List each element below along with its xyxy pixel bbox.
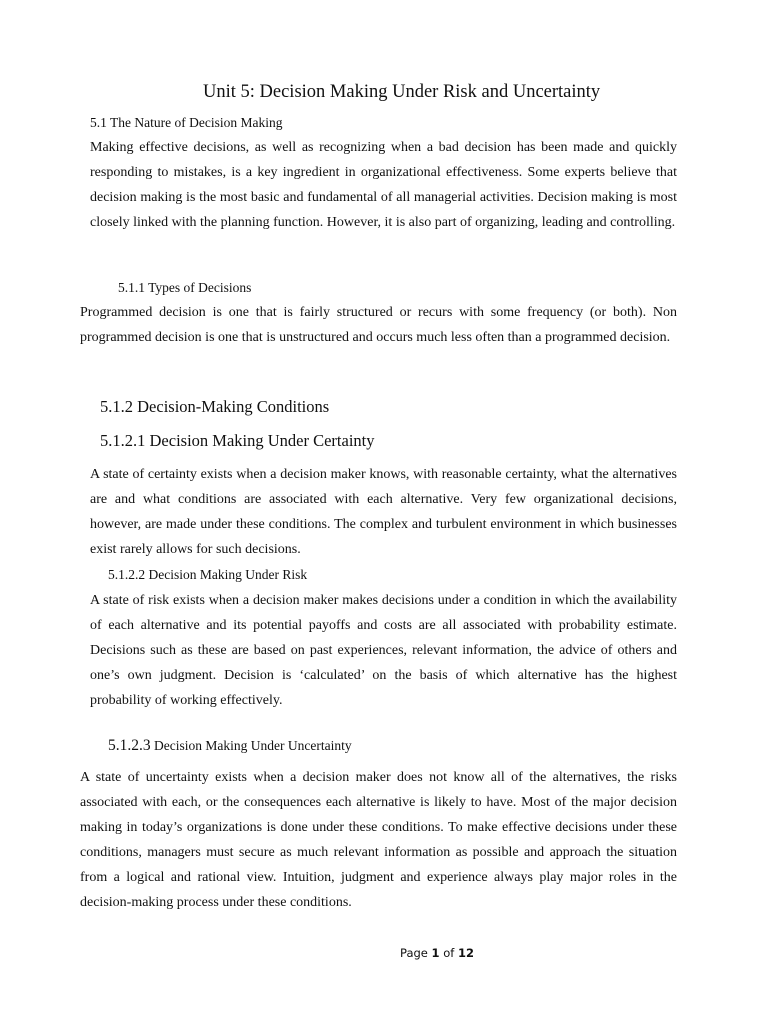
section-heading-5-1-2-1: 5.1.2.1 Decision Making Under Certainty [100, 431, 375, 450]
page-label: Page [400, 946, 428, 960]
page-number: 1 [431, 946, 440, 960]
page-footer [0, 946, 768, 960]
section-body-5-1-2-2: A state of risk exists when a decision maker makes decisions under a condition in which the availability of each alternative and its potential payoffs and costs are all associated with probability estimate. Decisions such as these are based on past experiences, relevant information, the advice of others and one’s own judgment. Decision is ‘calculated’ on the basis of which alternative has the highest probability of working effectively. [90, 593, 677, 708]
section-heading-5-1-2-3 [108, 737, 352, 755]
section-number: 5.1.2.3 [108, 737, 151, 754]
section-body-5-1-2-3: A state of uncertainty exists when a decision maker does not know all of the alternatives, the risks associated with each, or the consequences each alternative is likely to have. Most of the major decision making in today’s organizations is done under these conditions. To make effective decisions under these conditions, managers must secure as much relevant information as possible and approach the situation from a logical and rational view. Intuition, judgment and experience always play major roles in the decision-making process under these conditions. [80, 770, 677, 910]
section-body-5-1-2-1: A state of certainty exists when a decision maker knows, with reasonable certainty, what the alternatives are and what conditions are associated with each alternative. Very few organizational decisions, however, are made under these conditions. The complex and turbulent environment in which businesses exist rarely allows for such decisions. [90, 467, 677, 557]
section-heading-5-1-2: 5.1.2 Decision-Making Conditions [100, 397, 330, 416]
section-heading-5-1: 5.1 The Nature of Decision Making [90, 115, 283, 130]
section-body-5-1: Making effective decisions, as well as recognizing when a bad decision has been made and quickly responding to mistakes, is a key ingredient in organizational effectiveness. Some experts believe that decision making is the most basic and fundamental of all managerial activities. Decision making is most closely linked with the planning function. However, it is also part of organizing, leading and controlling. [90, 140, 677, 230]
section-heading-5-1-1: 5.1.1 Types of Decisions [118, 280, 252, 295]
section-heading-5-1-2-2: 5.1.2.2 Decision Making Under Risk [108, 567, 308, 582]
section-heading-text: Decision Making Under Uncertainty [154, 738, 352, 753]
page-total: 12 [457, 946, 474, 960]
page-title: Unit 5: Decision Making Under Risk and Uncertainty [203, 82, 601, 102]
section-body-5-1-1: Programmed decision is one that is fairly structured or recurs with some frequency (or both). Non programmed decision is one that is unstructured and occurs much less often than a programmed decision. [80, 305, 677, 345]
of-label: of [443, 946, 455, 960]
